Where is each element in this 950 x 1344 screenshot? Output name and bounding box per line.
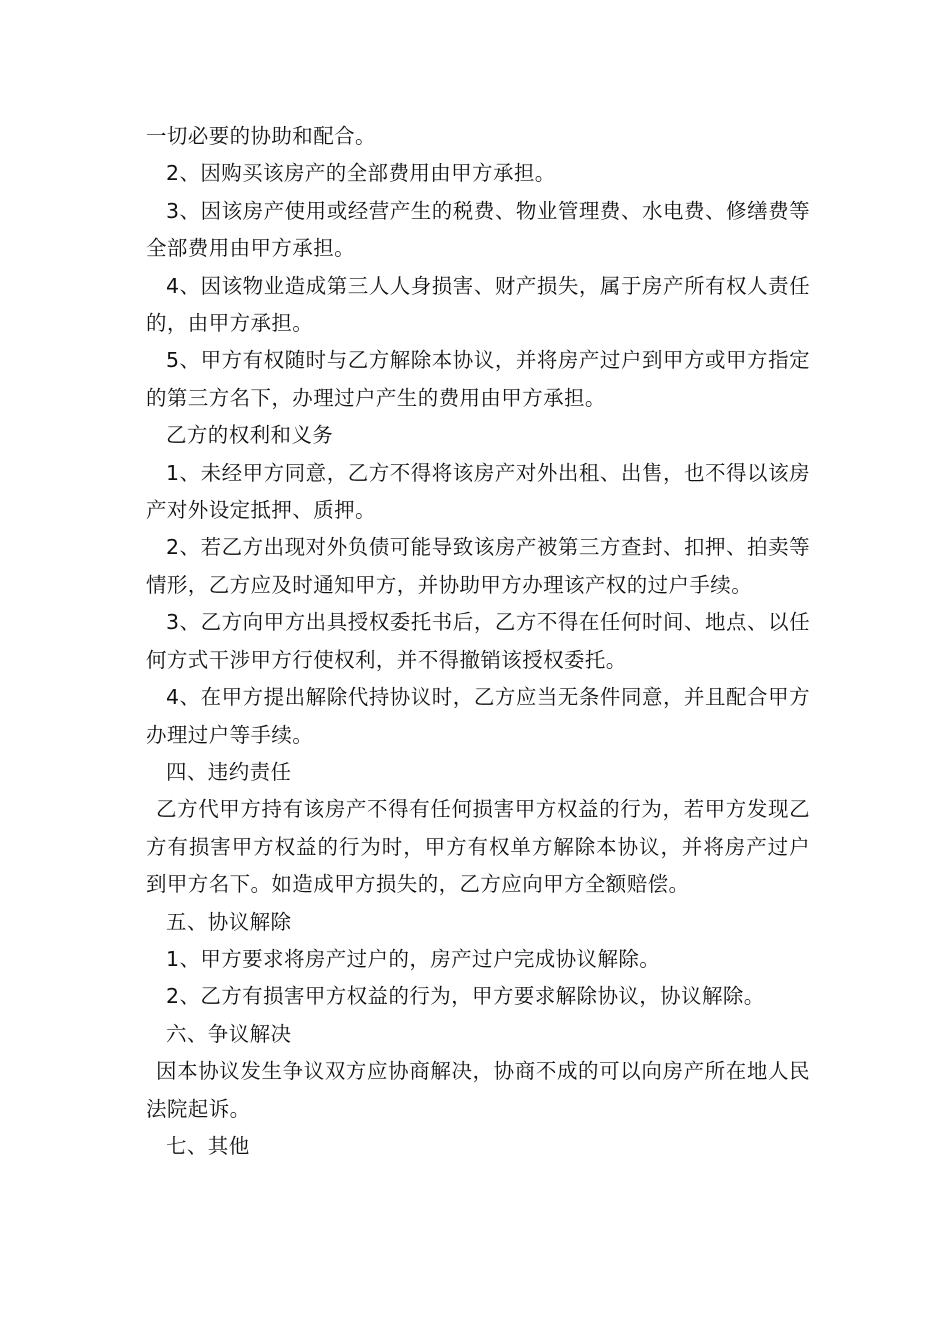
paragraph: 乙方代甲方持有该房产不得有任何损害甲方权益的行为，若甲方发现乙方有损害甲方权益的行为时，甲方有权单方解除本协议，并将房产过户到甲方名下。如造成甲方损失的，乙方应向甲方全额赔偿。: [146, 797, 810, 897]
section-heading: 四、违约责任: [166, 759, 292, 784]
paragraph: 1、未经甲方同意，乙方不得将该房产对外出租、出售，也不得以该房产对外设定抵押、质押。: [146, 460, 810, 523]
paragraph: 4、因该物业造成第三人人身损害、财产损失，属于房产所有权人责任的，由甲方承担。: [146, 273, 810, 336]
paragraph: 2、乙方有损害甲方权益的行为，甲方要求解除协议，协议解除。: [166, 984, 765, 1009]
section-heading: 五、协议解除: [166, 909, 292, 934]
paragraph: 因本协议发生争议双方应协商解决，协商不成的可以向房产所在地人民法院起诉。: [146, 1059, 810, 1121]
paragraph: 3、乙方向甲方出具授权委托书后，乙方不得在任何时间、地点、以任何方式干涉甲方行使权利，并不得撤销该授权委托。: [146, 610, 810, 672]
paragraph: 4、在甲方提出解除代持协议时，乙方应当无条件同意，并且配合甲方办理过户等手续。: [146, 685, 810, 747]
document-page: [146, 118, 810, 1165]
paragraph: 5、甲方有权随时与乙方解除本协议，并将房产过户到甲方或甲方指定的第三方名下，办理过户产生的费用由甲方承担。: [146, 348, 810, 410]
paragraph: 2、若乙方出现对外负债可能导致该房产被第三方查封、扣押、拍卖等情形，乙方应及时通知甲方，并协助甲方办理该产权的过户手续。: [146, 535, 810, 597]
section-heading: 六、争议解决: [166, 1021, 292, 1046]
paragraph: 3、因该房产使用或经营产生的税费、物业管理费、水电费、修缮费等全部费用由甲方承担。: [146, 198, 810, 261]
paragraph: 2、因购买该房产的全部费用由甲方承担。: [166, 161, 556, 186]
section-heading: 乙方的权利和义务: [166, 423, 334, 448]
section-heading: 七、其他: [166, 1133, 250, 1158]
paragraph: 一切必要的协助和配合。: [146, 124, 376, 148]
paragraph: 1、甲方要求将房产过户的，房产过户完成协议解除。: [166, 946, 661, 971]
